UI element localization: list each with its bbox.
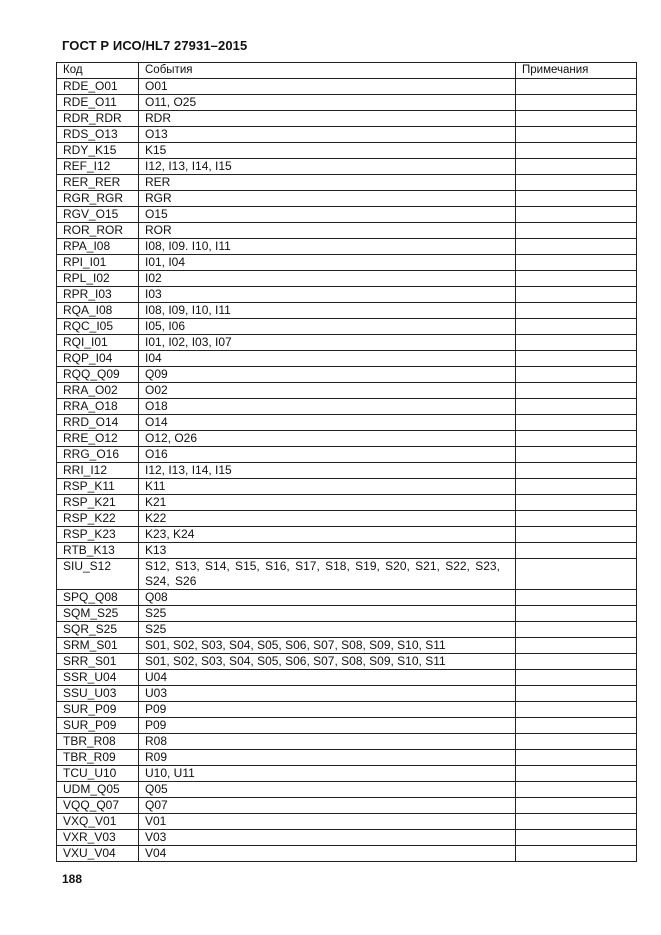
table-row bbox=[57, 287, 637, 303]
cell-events: O16 bbox=[139, 447, 516, 463]
cell-code: RPR_I03 bbox=[57, 287, 139, 303]
cell-code: RGV_O15 bbox=[57, 207, 139, 223]
cell-notes bbox=[516, 606, 637, 622]
cell-events: RER bbox=[139, 175, 516, 191]
cell-code: SRR_S01 bbox=[57, 654, 139, 670]
cell-events: ROR bbox=[139, 223, 516, 239]
table-row bbox=[57, 367, 637, 383]
column-header-events: События bbox=[139, 63, 516, 79]
cell-notes bbox=[516, 686, 637, 702]
cell-notes bbox=[516, 335, 637, 351]
cell-notes bbox=[516, 766, 637, 782]
cell-events: V03 bbox=[139, 830, 516, 846]
cell-notes bbox=[516, 127, 637, 143]
cell-notes bbox=[516, 702, 637, 718]
cell-notes bbox=[516, 622, 637, 638]
cell-notes bbox=[516, 654, 637, 670]
cell-code: RDR_RDR bbox=[57, 111, 139, 127]
table-row bbox=[57, 830, 637, 846]
table-row bbox=[57, 271, 637, 287]
cell-events: O01 bbox=[139, 79, 516, 95]
cell-events: S25 bbox=[139, 606, 516, 622]
cell-events: S12, S13, S14, S15, S16, S17, S18, S19, S20, S21, S22, S23, S24, S26 bbox=[139, 559, 516, 590]
cell-events: I04 bbox=[139, 351, 516, 367]
cell-code: SQR_S25 bbox=[57, 622, 139, 638]
table-row bbox=[57, 319, 637, 335]
cell-events: Q09 bbox=[139, 367, 516, 383]
table-row bbox=[57, 702, 637, 718]
cell-notes bbox=[516, 846, 637, 862]
table-row bbox=[57, 463, 637, 479]
cell-events: P09 bbox=[139, 702, 516, 718]
table-row bbox=[57, 447, 637, 463]
cell-code: RPA_I08 bbox=[57, 239, 139, 255]
table-row bbox=[57, 383, 637, 399]
cell-code: VQQ_Q07 bbox=[57, 798, 139, 814]
table-row bbox=[57, 143, 637, 159]
column-header-notes: Примечания bbox=[516, 63, 637, 79]
cell-events: P09 bbox=[139, 718, 516, 734]
cell-notes bbox=[516, 638, 637, 654]
cell-events: K13 bbox=[139, 543, 516, 559]
table-row bbox=[57, 782, 637, 798]
cell-notes bbox=[516, 814, 637, 830]
cell-notes bbox=[516, 511, 637, 527]
cell-code: SIU_S12 bbox=[57, 559, 139, 590]
table-row bbox=[57, 335, 637, 351]
cell-code: SPQ_Q08 bbox=[57, 590, 139, 606]
table-row bbox=[57, 431, 637, 447]
cell-notes bbox=[516, 479, 637, 495]
cell-code: UDM_Q05 bbox=[57, 782, 139, 798]
table-row bbox=[57, 590, 637, 606]
cell-events: I03 bbox=[139, 287, 516, 303]
cell-notes bbox=[516, 782, 637, 798]
cell-code: RDS_O13 bbox=[57, 127, 139, 143]
cell-code: SSR_U04 bbox=[57, 670, 139, 686]
cell-code: RSP_K23 bbox=[57, 527, 139, 543]
table-row bbox=[57, 223, 637, 239]
cell-code: RRI_I12 bbox=[57, 463, 139, 479]
table-row bbox=[57, 606, 637, 622]
table-row bbox=[57, 622, 637, 638]
table-row bbox=[57, 207, 637, 223]
cell-code: ROR_ROR bbox=[57, 223, 139, 239]
table-row bbox=[57, 111, 637, 127]
cell-notes bbox=[516, 447, 637, 463]
cell-events: K22 bbox=[139, 511, 516, 527]
cell-notes bbox=[516, 527, 637, 543]
table-row bbox=[57, 479, 637, 495]
cell-events: U10, U11 bbox=[139, 766, 516, 782]
cell-events: R08 bbox=[139, 734, 516, 750]
cell-events: O02 bbox=[139, 383, 516, 399]
cell-events: K23, K24 bbox=[139, 527, 516, 543]
cell-code: RSP_K21 bbox=[57, 495, 139, 511]
cell-code: RQA_I08 bbox=[57, 303, 139, 319]
table-row bbox=[57, 670, 637, 686]
table-row bbox=[57, 95, 637, 111]
table-row bbox=[57, 750, 637, 766]
cell-events: RDR bbox=[139, 111, 516, 127]
table-row bbox=[57, 415, 637, 431]
cell-notes bbox=[516, 111, 637, 127]
cell-events: Q08 bbox=[139, 590, 516, 606]
cell-events: I08, I09. I10, I11 bbox=[139, 239, 516, 255]
cell-events: I05, I06 bbox=[139, 319, 516, 335]
cell-code: RSP_K11 bbox=[57, 479, 139, 495]
cell-code: RER_RER bbox=[57, 175, 139, 191]
table-row bbox=[57, 239, 637, 255]
cell-notes bbox=[516, 463, 637, 479]
cell-notes bbox=[516, 367, 637, 383]
page-number: 188 bbox=[62, 872, 83, 886]
cell-events: RGR bbox=[139, 191, 516, 207]
table-row bbox=[57, 527, 637, 543]
table-row bbox=[57, 559, 637, 590]
document-header: ГОСТ Р ИСО/HL7 27931–2015 bbox=[62, 38, 248, 53]
cell-notes bbox=[516, 798, 637, 814]
cell-code: RSP_K22 bbox=[57, 511, 139, 527]
cell-code: RDE_O11 bbox=[57, 95, 139, 111]
cell-events: O12, O26 bbox=[139, 431, 516, 447]
cell-events: O11, O25 bbox=[139, 95, 516, 111]
table-row bbox=[57, 175, 637, 191]
table-row bbox=[57, 79, 637, 95]
cell-code: RDE_O01 bbox=[57, 79, 139, 95]
table-row bbox=[57, 766, 637, 782]
cell-events: I01, I04 bbox=[139, 255, 516, 271]
cell-notes bbox=[516, 415, 637, 431]
cell-notes bbox=[516, 383, 637, 399]
cell-events: O15 bbox=[139, 207, 516, 223]
table-row bbox=[57, 127, 637, 143]
cell-events: K15 bbox=[139, 143, 516, 159]
table-header-row bbox=[57, 63, 637, 79]
events-table bbox=[56, 62, 637, 862]
cell-notes bbox=[516, 734, 637, 750]
cell-notes bbox=[516, 143, 637, 159]
cell-code: TBR_R08 bbox=[57, 734, 139, 750]
cell-notes bbox=[516, 750, 637, 766]
cell-events: Q05 bbox=[139, 782, 516, 798]
cell-code: RRE_O12 bbox=[57, 431, 139, 447]
cell-events: I08, I09, I10, I11 bbox=[139, 303, 516, 319]
table-row bbox=[57, 686, 637, 702]
table-row bbox=[57, 399, 637, 415]
cell-code: VXR_V03 bbox=[57, 830, 139, 846]
cell-events: V04 bbox=[139, 846, 516, 862]
cell-notes bbox=[516, 718, 637, 734]
table-body bbox=[57, 79, 637, 862]
table-row bbox=[57, 718, 637, 734]
cell-code: RQC_I05 bbox=[57, 319, 139, 335]
cell-events: S01, S02, S03, S04, S05, S06, S07, S08, S09, S10, S11 bbox=[139, 654, 516, 670]
cell-code: RPI_I01 bbox=[57, 255, 139, 271]
cell-code: TBR_R09 bbox=[57, 750, 139, 766]
cell-notes bbox=[516, 670, 637, 686]
cell-code: RGR_RGR bbox=[57, 191, 139, 207]
cell-events: S01, S02, S03, S04, S05, S06, S07, S08, S09, S10, S11 bbox=[139, 638, 516, 654]
cell-code: RRG_O16 bbox=[57, 447, 139, 463]
cell-code: RQQ_Q09 bbox=[57, 367, 139, 383]
table-row bbox=[57, 543, 637, 559]
table-row bbox=[57, 638, 637, 654]
cell-events: Q07 bbox=[139, 798, 516, 814]
cell-notes bbox=[516, 159, 637, 175]
cell-code: SRM_S01 bbox=[57, 638, 139, 654]
table-row bbox=[57, 654, 637, 670]
cell-notes bbox=[516, 830, 637, 846]
cell-notes bbox=[516, 543, 637, 559]
cell-code: RRD_O14 bbox=[57, 415, 139, 431]
cell-code: SUR_P09 bbox=[57, 702, 139, 718]
cell-code: REF_I12 bbox=[57, 159, 139, 175]
cell-code: SUR_P09 bbox=[57, 718, 139, 734]
cell-notes bbox=[516, 207, 637, 223]
cell-notes bbox=[516, 399, 637, 415]
cell-code: RQP_I04 bbox=[57, 351, 139, 367]
cell-events: V01 bbox=[139, 814, 516, 830]
cell-events: K11 bbox=[139, 479, 516, 495]
cell-events: R09 bbox=[139, 750, 516, 766]
cell-notes bbox=[516, 223, 637, 239]
table-row bbox=[57, 351, 637, 367]
cell-notes bbox=[516, 175, 637, 191]
cell-code: RRA_O18 bbox=[57, 399, 139, 415]
cell-events: O14 bbox=[139, 415, 516, 431]
cell-notes bbox=[516, 271, 637, 287]
column-header-code: Код bbox=[57, 63, 139, 79]
cell-notes bbox=[516, 431, 637, 447]
cell-code: SSU_U03 bbox=[57, 686, 139, 702]
cell-code: RRA_O02 bbox=[57, 383, 139, 399]
cell-code: VXQ_V01 bbox=[57, 814, 139, 830]
table-row bbox=[57, 846, 637, 862]
cell-events: S25 bbox=[139, 622, 516, 638]
table-row bbox=[57, 734, 637, 750]
cell-notes bbox=[516, 495, 637, 511]
cell-notes bbox=[516, 351, 637, 367]
cell-code: RPL_I02 bbox=[57, 271, 139, 287]
table-row bbox=[57, 191, 637, 207]
table-row bbox=[57, 495, 637, 511]
cell-events: I01, I02, I03, I07 bbox=[139, 335, 516, 351]
cell-notes bbox=[516, 239, 637, 255]
table-row bbox=[57, 798, 637, 814]
cell-code: VXU_V04 bbox=[57, 846, 139, 862]
cell-notes bbox=[516, 590, 637, 606]
cell-events: O18 bbox=[139, 399, 516, 415]
cell-events: O13 bbox=[139, 127, 516, 143]
cell-code: SQM_S25 bbox=[57, 606, 139, 622]
cell-notes bbox=[516, 559, 637, 590]
cell-code: TCU_U10 bbox=[57, 766, 139, 782]
cell-code: RQI_I01 bbox=[57, 335, 139, 351]
table-row bbox=[57, 255, 637, 271]
cell-events: U04 bbox=[139, 670, 516, 686]
cell-code: RTB_K13 bbox=[57, 543, 139, 559]
cell-events: K21 bbox=[139, 495, 516, 511]
cell-events: U03 bbox=[139, 686, 516, 702]
cell-notes bbox=[516, 79, 637, 95]
cell-notes bbox=[516, 303, 637, 319]
cell-code: RDY_K15 bbox=[57, 143, 139, 159]
table-row bbox=[57, 159, 637, 175]
table-row bbox=[57, 814, 637, 830]
cell-events: I12, I13, I14, I15 bbox=[139, 159, 516, 175]
cell-notes bbox=[516, 255, 637, 271]
table-row bbox=[57, 303, 637, 319]
cell-events: I12, I13, I14, I15 bbox=[139, 463, 516, 479]
table-row bbox=[57, 511, 637, 527]
cell-events: I02 bbox=[139, 271, 516, 287]
cell-notes bbox=[516, 191, 637, 207]
cell-notes bbox=[516, 95, 637, 111]
cell-notes bbox=[516, 319, 637, 335]
cell-notes bbox=[516, 287, 637, 303]
